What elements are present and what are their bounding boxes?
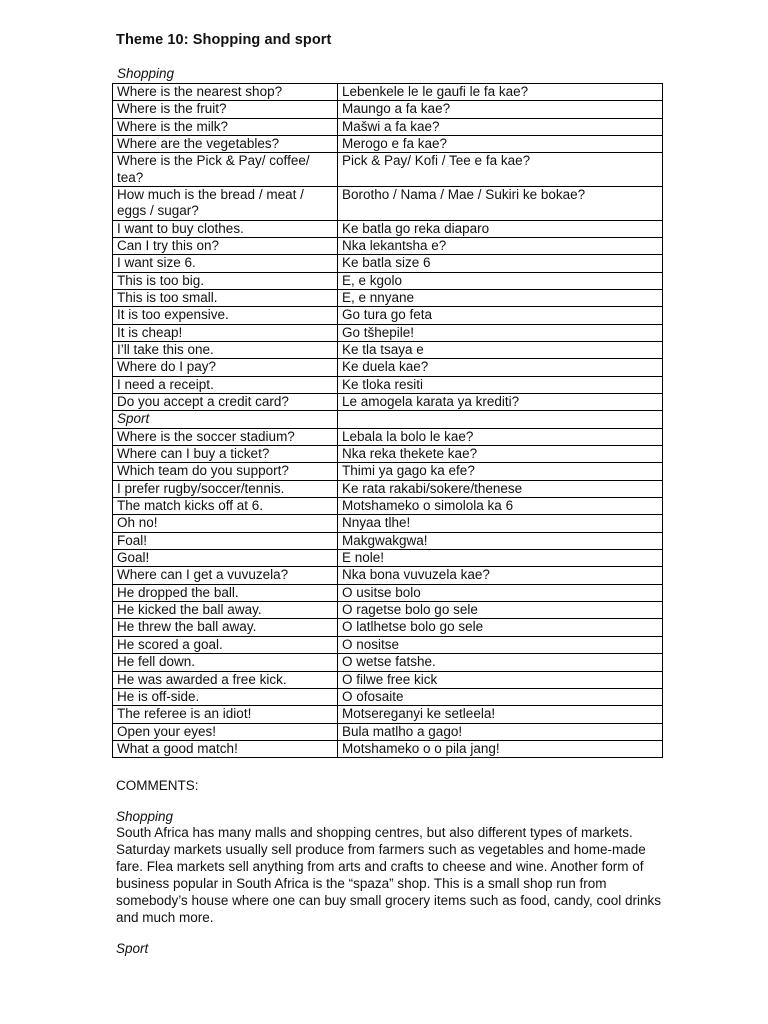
- english-phrase: He was awarded a free kick.: [113, 671, 338, 688]
- english-phrase: How much is the bread / meat / eggs / sugar?: [113, 186, 338, 220]
- setswana-translation: Ke tloka resiti: [338, 376, 663, 393]
- table-row: [113, 619, 663, 636]
- table-row: [113, 498, 663, 515]
- table-row: [113, 136, 663, 153]
- table-row: [113, 341, 663, 358]
- english-phrase: Goal!: [113, 550, 338, 567]
- table-row: [113, 394, 663, 411]
- comments-sport-label: Sport: [116, 941, 149, 957]
- setswana-translation: Motsereganyi ke setleela!: [338, 706, 663, 723]
- table-row: [113, 515, 663, 532]
- setswana-translation: Borotho / Nama / Mae / Sukiri ke bokae?: [338, 186, 663, 220]
- setswana-translation: O filwe free kick: [338, 671, 663, 688]
- comments-shopping-text: South Africa has many malls and shopping centres, but also different types of markets. Saturday markets usually sell produce from farmers such as vegetables and home-made fare. Flea markets sell anything from arts and crafts to cheese and wine. Another form of business popular in South Africa is the “spaza” shop. This is a small shop run from somebody’s house where one can buy small grocery items such as food, candy, cool drinks and much more.: [116, 825, 662, 925]
- table-row: [113, 584, 663, 601]
- table-row: [113, 463, 663, 480]
- setswana-translation: E, e nnyane: [338, 289, 663, 306]
- setswana-translation: Lebenkele le le gaufi le fa kae?: [338, 84, 663, 101]
- table-row: [113, 186, 663, 220]
- english-phrase: I want size 6.: [113, 255, 338, 272]
- setswana-translation: O latlhetse bolo go sele: [338, 619, 663, 636]
- table-row: [113, 153, 663, 187]
- setswana-translation: Ke rata rakabi/sokere/thenese: [338, 480, 663, 497]
- english-phrase: The referee is an idiot!: [113, 706, 338, 723]
- setswana-translation: Ke tla tsaya e: [338, 341, 663, 358]
- table-row: [113, 532, 663, 549]
- setswana-translation: Go tura go feta: [338, 307, 663, 324]
- english-phrase: Do you accept a credit card?: [113, 394, 338, 411]
- setswana-translation: Nka lekantsha e?: [338, 237, 663, 254]
- table-row: [113, 84, 663, 101]
- comments-shopping-label: Shopping: [116, 809, 174, 824]
- phrase-table: [112, 83, 663, 758]
- setswana-translation: Merogo e fa kae?: [338, 136, 663, 153]
- english-phrase: Where is the soccer stadium?: [113, 428, 338, 445]
- setswana-translation: Ke duela kae?: [338, 359, 663, 376]
- english-phrase: Which team do you support?: [113, 463, 338, 480]
- english-phrase: Where is the nearest shop?: [113, 84, 338, 101]
- setswana-translation: [338, 411, 663, 428]
- english-phrase: Open your eyes!: [113, 723, 338, 740]
- section-label-shopping: Shopping: [117, 66, 175, 81]
- english-phrase: I’ll take this one.: [113, 341, 338, 358]
- table-row: [113, 688, 663, 705]
- english-phrase: Where is the milk?: [113, 118, 338, 135]
- comments-heading: COMMENTS:: [116, 778, 199, 793]
- table-row: [113, 723, 663, 740]
- table-row: [113, 307, 663, 324]
- setswana-translation: Ke batla go reka diaparo: [338, 220, 663, 237]
- english-phrase: Oh no!: [113, 515, 338, 532]
- table-section-row: [113, 411, 663, 428]
- english-phrase: Where is the Pick & Pay/ coffee/ tea?: [113, 153, 338, 187]
- english-phrase: He dropped the ball.: [113, 584, 338, 601]
- english-phrase: It is cheap!: [113, 324, 338, 341]
- table-row: [113, 550, 663, 567]
- table-row: [113, 671, 663, 688]
- english-phrase: Where are the vegetables?: [113, 136, 338, 153]
- english-phrase: It is too expensive.: [113, 307, 338, 324]
- setswana-translation: Nnyaa tlhe!: [338, 515, 663, 532]
- setswana-translation: Maungo a fa kae?: [338, 101, 663, 118]
- english-phrase: He is off-side.: [113, 688, 338, 705]
- phrase-table-body: [113, 84, 663, 758]
- setswana-translation: O nositse: [338, 636, 663, 653]
- setswana-translation: O usitse bolo: [338, 584, 663, 601]
- table-row: [113, 567, 663, 584]
- table-row: [113, 237, 663, 254]
- table-row: [113, 706, 663, 723]
- setswana-translation: E nole!: [338, 550, 663, 567]
- table-row: [113, 428, 663, 445]
- english-phrase: Where is the fruit?: [113, 101, 338, 118]
- setswana-translation: Nka reka thekete kae?: [338, 446, 663, 463]
- table-row: [113, 480, 663, 497]
- setswana-translation: Nka bona vuvuzela kae?: [338, 567, 663, 584]
- table-row: [113, 376, 663, 393]
- english-phrase: This is too big.: [113, 272, 338, 289]
- section-label-sport: Sport: [113, 411, 338, 428]
- setswana-translation: O wetse fatshe.: [338, 654, 663, 671]
- table-row: [113, 446, 663, 463]
- comments-section: [116, 778, 676, 957]
- english-phrase: Foal!: [113, 532, 338, 549]
- setswana-translation: Pick & Pay/ Kofi / Tee e fa kae?: [338, 153, 663, 187]
- table-row: [113, 740, 663, 757]
- table-row: [113, 636, 663, 653]
- english-phrase: Where can I get a vuvuzela?: [113, 567, 338, 584]
- setswana-translation: Lebala la bolo le kae?: [338, 428, 663, 445]
- setswana-translation: Motshameko o o pila jang!: [338, 740, 663, 757]
- setswana-translation: Mašwi a fa kae?: [338, 118, 663, 135]
- table-row: [113, 654, 663, 671]
- english-phrase: I need a receipt.: [113, 376, 338, 393]
- english-phrase: He kicked the ball away.: [113, 602, 338, 619]
- setswana-translation: Ke batla size 6: [338, 255, 663, 272]
- setswana-translation: O ragetse bolo go sele: [338, 602, 663, 619]
- setswana-translation: O ofosaite: [338, 688, 663, 705]
- english-phrase: He threw the ball away.: [113, 619, 338, 636]
- setswana-translation: Bula matlho a gago!: [338, 723, 663, 740]
- table-row: [113, 289, 663, 306]
- table-row: [113, 255, 663, 272]
- setswana-translation: Go tšhepile!: [338, 324, 663, 341]
- table-row: [113, 324, 663, 341]
- setswana-translation: Thimi ya gago ka efe?: [338, 463, 663, 480]
- english-phrase: Where do I pay?: [113, 359, 338, 376]
- table-row: [113, 118, 663, 135]
- english-phrase: What a good match!: [113, 740, 338, 757]
- table-row: [113, 602, 663, 619]
- setswana-translation: E, e kgolo: [338, 272, 663, 289]
- english-phrase: This is too small.: [113, 289, 338, 306]
- setswana-translation: Le amogela karata ya krediti?: [338, 394, 663, 411]
- english-phrase: He fell down.: [113, 654, 338, 671]
- english-phrase: The match kicks off at 6.: [113, 498, 338, 515]
- english-phrase: Can I try this on?: [113, 237, 338, 254]
- setswana-translation: Makgwakgwa!: [338, 532, 663, 549]
- page-title: Theme 10: Shopping and sport: [116, 32, 332, 48]
- setswana-translation: Motshameko o simolola ka 6: [338, 498, 663, 515]
- english-phrase: I prefer rugby/soccer/tennis.: [113, 480, 338, 497]
- english-phrase: He scored a goal.: [113, 636, 338, 653]
- english-phrase: Where can I buy a ticket?: [113, 446, 338, 463]
- table-row: [113, 359, 663, 376]
- table-row: [113, 272, 663, 289]
- table-row: [113, 220, 663, 237]
- english-phrase: I want to buy clothes.: [113, 220, 338, 237]
- table-row: [113, 101, 663, 118]
